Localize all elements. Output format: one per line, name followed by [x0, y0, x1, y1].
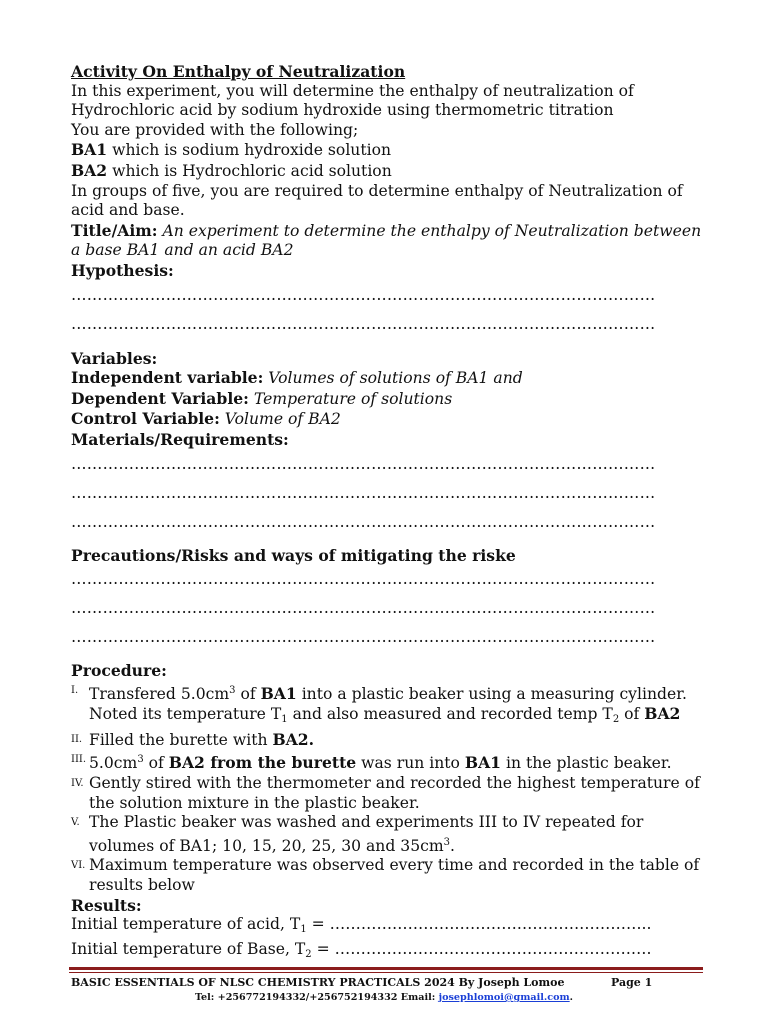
- footer-contact: Tel: +256772194332/+256752194332 Email: josephlomoi@gmail.com.: [195, 992, 573, 1003]
- step-number: VI.: [71, 860, 86, 872]
- precautions-answer-line-3[interactable]: …………………………………………………………………………………………………: [71, 628, 656, 647]
- hypothesis-heading: Hypothesis:: [71, 260, 174, 280]
- variables-heading: Variables:: [71, 348, 158, 368]
- groups-line-2: acid and base.: [71, 201, 185, 220]
- materials-answer-line-3[interactable]: …………………………………………………………………………………………………: [71, 512, 656, 531]
- footer-divider: [69, 967, 703, 970]
- procedure-heading: Procedure:: [71, 661, 167, 681]
- precautions-answer-line-2[interactable]: …………………………………………………………………………………………………: [71, 599, 656, 618]
- independent-variable: [71, 368, 701, 389]
- aim-label: Title/Aim:: [71, 220, 158, 240]
- aim-line-1: [71, 221, 701, 242]
- step-number: IV.: [71, 778, 84, 790]
- provided-ba2: [71, 161, 701, 182]
- document-body: [71, 62, 701, 964]
- hypothesis-answer-line-1[interactable]: …………………………………………………………………………………………………: [71, 285, 656, 304]
- procedure-list: [71, 681, 701, 896]
- footer-divider-thin: [69, 972, 703, 973]
- control-label: Control Variable:: [71, 409, 220, 429]
- procedure-step-2: II. Filled the burette with BA2.: [71, 729, 315, 749]
- ba2-label: BA2: [71, 160, 108, 180]
- procedure-step-4: IV. Gently stired with the thermometer and recorded the highest temperature of the solution mixture in the plastic beaker.: [71, 774, 700, 812]
- aim-text-1: An experiment to determine the enthalpy of Neutralization between: [157, 221, 702, 240]
- procedure-step-1: I. Transfered $5.0cm^3$ of BA1 into a plastic beaker using a measuring cylinder. Noted its temperature $T_1$ and also measured and recorded temp $T_2$ of BA2: [71, 683, 687, 726]
- procedure-step-5: V. The Plastic beaker was washed and experiments III to IV repeated for volumes of BA1; 10, 15, 20, 25, 30 and $35cm^3$.: [71, 813, 644, 855]
- footer-title: BASIC ESSENTIALS OF NLSC CHEMISTRY PRACTICALS 2024 By Joseph Lomoe: [71, 976, 565, 989]
- document-title: Activity On Enthalpy of Neutralization: [71, 62, 406, 81]
- results-heading: Results:: [71, 895, 142, 915]
- materials-answer-line-1[interactable]: …………………………………………………………………………………………………: [71, 454, 656, 473]
- intro-line-2: Hydrochloric acid by sodium hydroxide using thermometric titration: [71, 101, 614, 120]
- initial-temp-base[interactable]: Initial temperature of Base, $T_2$ = …………………………………………………….: [71, 939, 652, 960]
- procedure-step-6: VI. Maximum temperature was observed every time and recorded in the table of results below: [71, 856, 700, 895]
- step-number: V.: [71, 817, 80, 829]
- step-number: I.: [71, 684, 79, 696]
- provided-ba1: [71, 140, 701, 161]
- groups-line-1: In groups of five, you are required to determine enthalpy of Neutralization of: [71, 181, 683, 200]
- contact-phones: Tel: +256772194332/+256752194332 Email:: [195, 992, 439, 1003]
- page-number: Page 1: [611, 976, 653, 989]
- materials-heading: Materials/Requirements:: [71, 429, 289, 449]
- step-number: III.: [71, 754, 87, 766]
- intro-line-3: You are provided with the following;: [71, 120, 359, 139]
- aim-line-2: a base BA1 and an acid BA2: [71, 241, 294, 260]
- intro-line-1: In this experiment, you will determine the enthalpy of neutralization of: [71, 81, 634, 100]
- dependent-variable: [71, 389, 701, 410]
- footer: [71, 976, 701, 989]
- control-variable: [71, 409, 701, 430]
- procedure-step-3: III. $5.0cm^3$ of BA2 from the burette was run into BA1 in the plastic beaker.: [71, 753, 672, 773]
- control-value: Volume of BA2: [219, 410, 341, 429]
- independent-value: Volumes of solutions of BA1 and: [263, 369, 523, 388]
- materials-answer-line-2[interactable]: …………………………………………………………………………………………………: [71, 483, 656, 502]
- dependent-value: Temperature of solutions: [248, 389, 453, 408]
- precautions-heading: Precautions/Risks and ways of mitigating the riske: [71, 545, 516, 565]
- dependent-label: Dependent Variable:: [71, 388, 249, 408]
- step-number: II.: [71, 733, 83, 745]
- ba1-text: which is sodium hydroxide solution: [107, 141, 392, 160]
- hypothesis-answer-line-2[interactable]: …………………………………………………………………………………………………: [71, 314, 656, 333]
- email-link[interactable]: josephlomoi@gmail.com: [438, 992, 570, 1003]
- independent-label: Independent variable:: [71, 368, 264, 388]
- precautions-answer-line-1[interactable]: …………………………………………………………………………………………………: [71, 570, 656, 589]
- ba1-label: BA1: [71, 140, 108, 160]
- ba2-text: which is Hydrochloric acid solution: [107, 161, 392, 180]
- initial-temp-acid[interactable]: Initial temperature of acid, $T_1$ = ……………………………………………………..: [71, 915, 652, 936]
